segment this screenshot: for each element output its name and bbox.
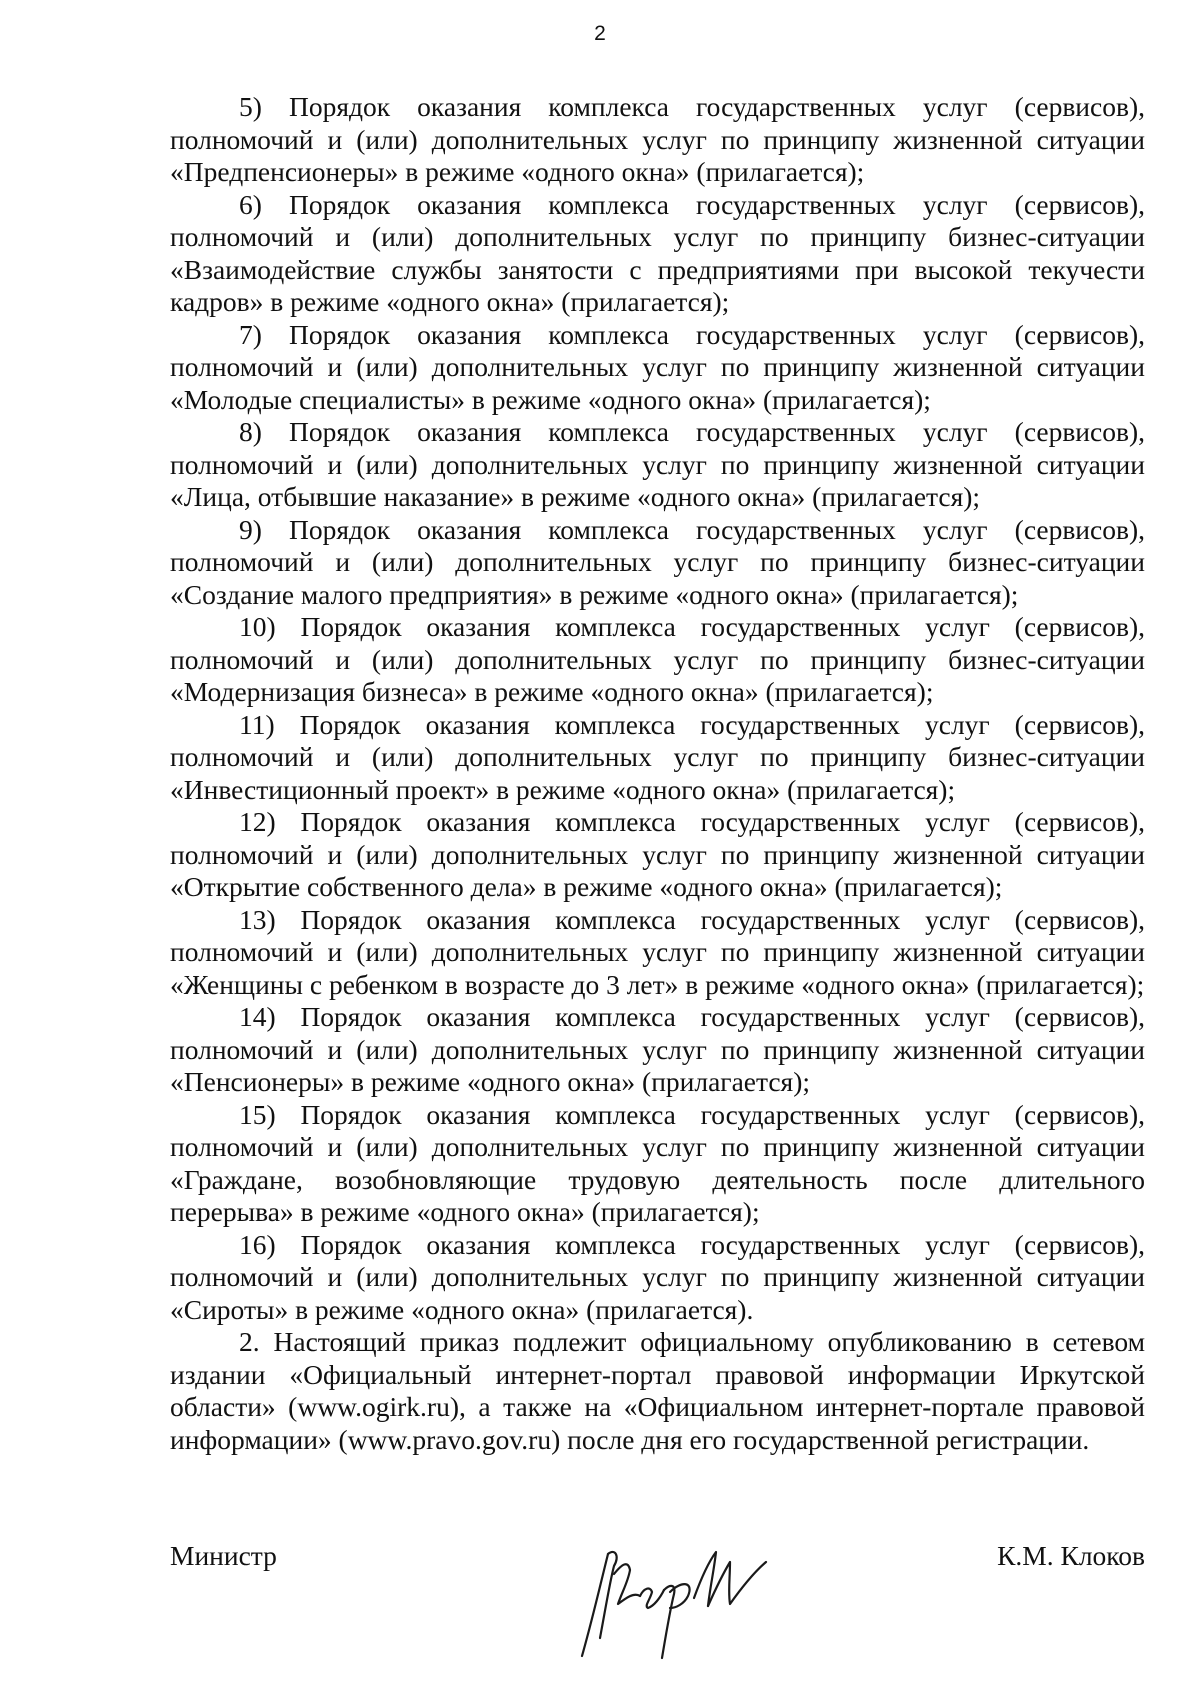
page-number: 2 — [594, 22, 606, 45]
clause-14: 14) Порядок оказания комплекса государственных услуг (сервисов), полномочий и (или) дополнительных услуг по принципу жизненной ситуации «Пенсионеры» в режиме «одного окна» (прилагается); — [170, 1001, 1145, 1097]
clause-9: 9) Порядок оказания комплекса государственных услуг (сервисов), полномочий и (или) дополнительных услуг по принципу бизнес-ситуации «Создание малого предприятия» в режиме «одного окна» (прилагается); — [170, 513, 1145, 610]
clause-13: 13) Порядок оказания комплекса государственных услуг (сервисов), полномочий и (или) дополнительных услуг по принципу жизненной ситуации «Женщины с ребенком в возрасте до 3 лет» в режиме «одного окна» (прилагается); — [170, 903, 1145, 1000]
publication-clause: 2. Настоящий приказ подлежит официальному опубликованию в сетевом издании «Официальный интернет-портал правовой информации Иркутской области» (www.ogirk.ru), а также на «Официальном интернет-портале правовой информации» (www.pravo.gov.ru) после дня его государственной регистрации. — [170, 1326, 1145, 1455]
clause-16: 16) Порядок оказания комплекса государственных услуг (сервисов), полномочий и (или) дополнительных услуг по принципу жизненной ситуации «Сироты» в режиме «одного окна» (прилагается). — [170, 1228, 1145, 1325]
clause-7: 7) Порядок оказания комплекса государственных услуг (сервисов), полномочий и (или) дополнительных услуг по принципу жизненной ситуации «Молодые специалисты» в режиме «одного окна» (прилагается); — [170, 318, 1145, 415]
document-body — [170, 91, 1145, 1456]
clause-5: 5) Порядок оказания комплекса государственных услуг (сервисов), полномочий и (или) дополнительных услуг по принципу жизненной ситуации «Предпенсионеры» в режиме «одного окна» (прилагается); — [170, 91, 1145, 187]
minister-title: Министр — [170, 1540, 277, 1571]
clause-12: 12) Порядок оказания комплекса государственных услуг (сервисов), полномочий и (или) дополнительных услуг по принципу жизненной ситуации «Открытие собственного дела» в режиме «одного окна» (прилагается); — [170, 806, 1145, 902]
clause-15: 15) Порядок оказания комплекса государственных услуг (сервисов), полномочий и (или) дополнительных услуг по принципу жизненной ситуации «Граждане, возобновляющие трудовую деятельность после длительного перерыва» в режиме «одного окна» (прилагается); — [170, 1098, 1145, 1227]
handwritten-signature — [570, 1526, 800, 1666]
clause-6: 6) Порядок оказания комплекса государственных услуг (сервисов), полномочий и (или) дополнительных услуг по принципу бизнес-ситуации «Взаимодействие службы занятости с предприятиями при высокой текучести кадров» в режиме «одного окна» (прилагается); — [170, 188, 1145, 317]
clause-8: 8) Порядок оказания комплекса государственных услуг (сервисов), полномочий и (или) дополнительных услуг по принципу жизненной ситуации «Лица, отбывшие наказание» в режиме «одного окна» (прилагается); — [170, 416, 1145, 512]
minister-name: К.М. Клоков — [997, 1540, 1145, 1571]
clause-10: 10) Порядок оказания комплекса государственных услуг (сервисов), полномочий и (или) дополнительных услуг по принципу бизнес-ситуации «Модернизация бизнеса» в режиме «одного окна» (прилагается); — [170, 611, 1145, 707]
clause-11: 11) Порядок оказания комплекса государственных услуг (сервисов), полномочий и (или) дополнительных услуг по принципу бизнес-ситуации «Инвестиционный проект» в режиме «одного окна» (прилагается); — [170, 708, 1145, 805]
signature-block — [170, 1526, 1145, 1686]
